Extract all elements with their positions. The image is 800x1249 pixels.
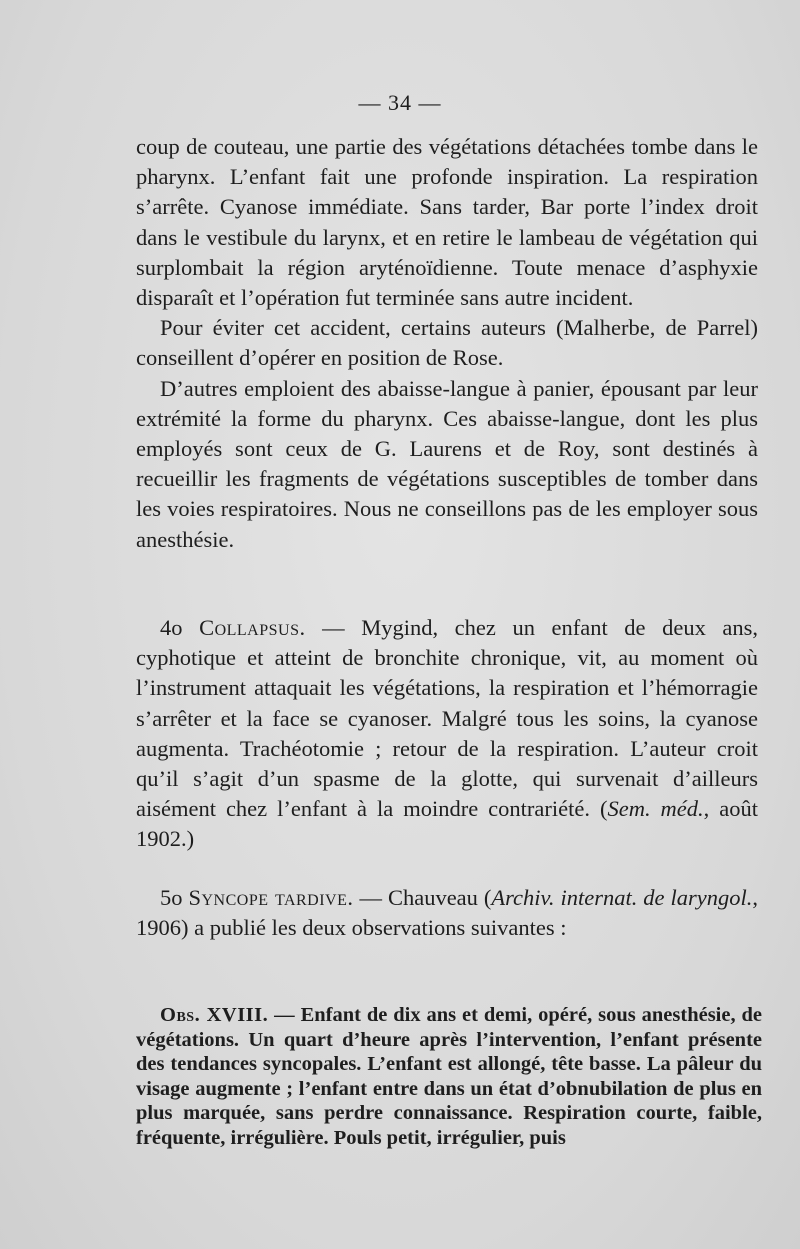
syncope-paragraph — [136, 883, 758, 943]
reference-italic: Archiv. internat. de laryngol. — [491, 885, 753, 910]
observation-label: Obs. XVIII. — [160, 1004, 269, 1026]
paragraph-continuation: coup de couteau, une partie des végétations détachées tombe dans le pharynx. L’enfant fait une profonde inspiration. La respiration s’arrête. Cyanose immédiate. Sans tarder, Bar porte l’index droit dans le vestibule du larynx, et en retire le lambeau de végétation qui surplombait la région aryténoïdienne. Toute menace d’asphyxie disparaît et l’opération fut terminée sans autre incident. — [136, 134, 758, 311]
section-title: Syncope tardive. — [188, 885, 354, 910]
paragraph-malherbe: Pour éviter cet accident, certains auteurs (Malherbe, de Parrel) conseillent d’opérer en position de Rose. — [136, 315, 758, 371]
text-block-1 — [136, 132, 758, 555]
section-text: — Mygind, chez un enfant de deux ans, cyphotique et atteint de bronchite chronique, vit, au moment où l’instrument attaquait les végétations, la respiration et l’hémorragie s’arrêter et la face se cyanoser. Malgré tous les soins, la cyanose augmenta. Trachéotomie ; retour de la respiration. L’auteur croit qu’il s’agit d’un spasme de la glotte, qui survenait d’ailleurs aisément chez l’enfant à la moindre contrariété. ( — [136, 615, 758, 822]
paragraph-abaisse-langue: D’autres emploient des abaisse-langue à panier, épousant par leur extrémité la forme du pharynx. Ces abaisse-langue, dont les plus employés sont ceux de G. Laurens et de Roy, sont destinés à recueillir les fragments de végétations susceptibles de tomber dans les voies respiratoires. Nous ne conseillons pas de les employer sous anesthésie. — [136, 375, 758, 552]
collapsus-paragraph — [136, 613, 758, 855]
section-title: Collapsus. — [199, 615, 306, 640]
section-collapsus — [136, 613, 758, 855]
section-syncope — [136, 883, 758, 943]
section-number: 5o — [160, 885, 183, 910]
section-number: 4o — [160, 615, 183, 640]
observation-text: — Enfant de dix ans et demi, opéré, sous anesthésie, de végétations. Un quart d’heure après l’intervention, l’enfant présente des tendances syncopales. L’enfant est allongé, tête basse. La pâleur du visage augmente ; l’enfant entre dans un état d’obnubilation de plus en plus marquée, sans perdre connaissance. Respiration courte, faible, fréquente, irrégulière. Pouls petit, irrégulier, puis — [136, 1004, 762, 1149]
observation-block — [136, 1003, 762, 1151]
page-number: — 34 — — [358, 90, 442, 115]
reference-italic: Sem. méd. — [607, 796, 704, 822]
section-text-tail: , 1906) a publié les deux observations suivantes : — [136, 885, 758, 941]
section-text: — Chauveau ( — [359, 885, 492, 910]
reference-tail: , août 1902.) — [136, 796, 758, 852]
observation-paragraph — [136, 1003, 762, 1151]
